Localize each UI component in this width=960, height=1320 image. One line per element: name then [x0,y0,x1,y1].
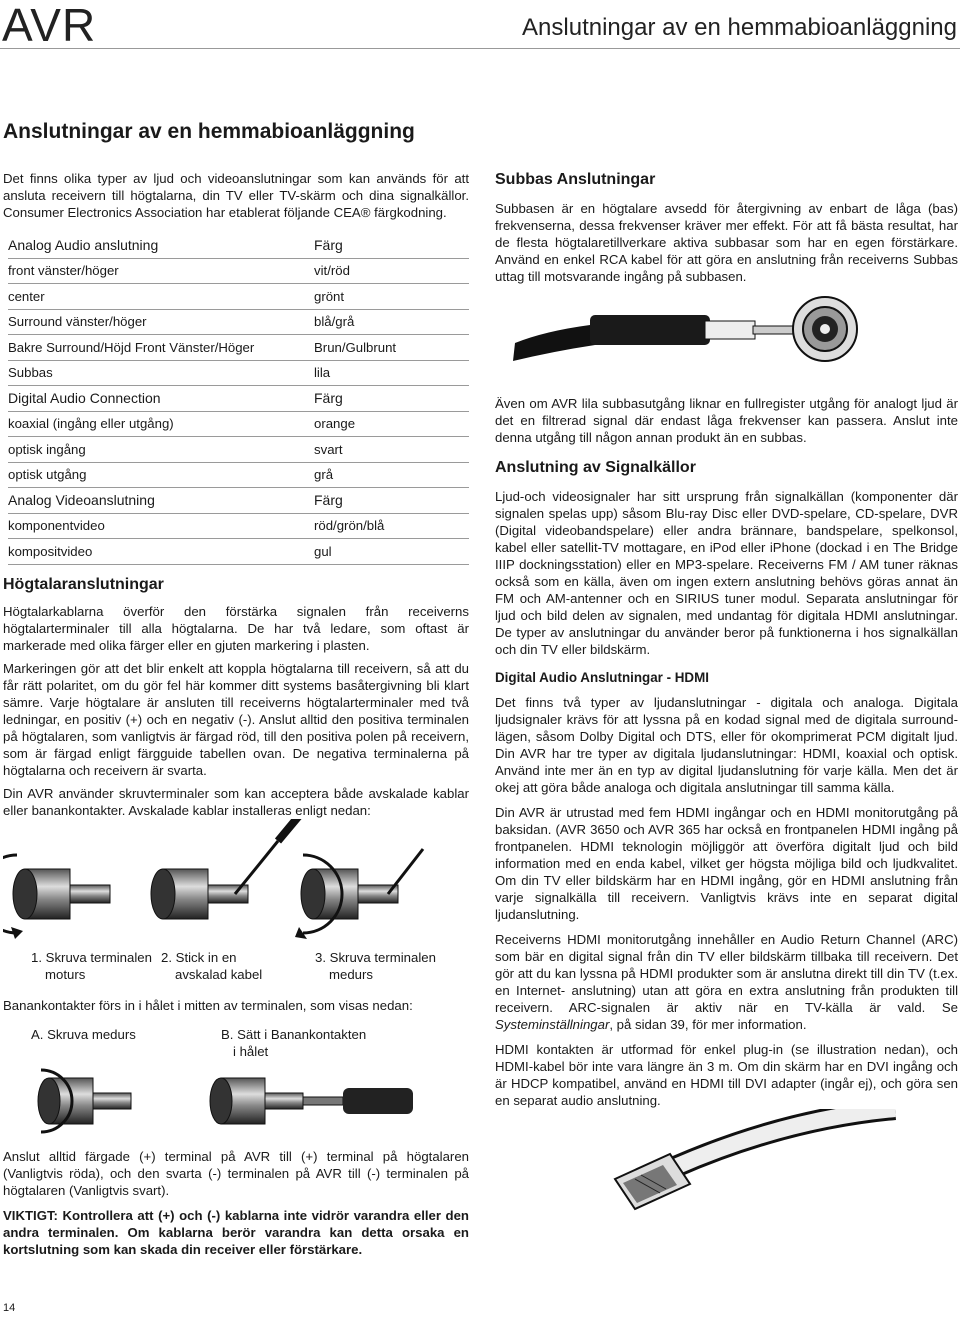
terminal-3-icon [295,849,423,939]
connection-type: Analog Videoanslutning [8,492,155,509]
color-table-header-row [8,386,469,412]
color-table-row [8,284,469,310]
step-1-label: 1. Skruva terminalen [31,949,152,965]
connection-color: blå/grå [314,314,355,330]
subbas-paragraph-1: Subbasen är en högtalare avsedd för återgivning av enbart de låga (bas) frekvenserna, dessa frekvenser kräver mer effekt. För att få bästa resultat, har de flesta högtalaretillverkare aktiva subbasar som har en egen förstärkare. Använd en enkel RCA kabel för att göra en anslutning från receiverns Subbas uttag till motsvarande ingång på subbasen. [495,201,958,284]
page-number: 14 [3,1302,16,1314]
connection-type: Digital Audio Connection [8,390,161,407]
rca-jack-icon [793,297,857,361]
connection-color: vit/röd [314,263,350,279]
intro-paragraph: Det finns olika typer av ljud och videoanslutningar som kan används för att ansluta receivern till högtalarna, din TV eller TV-skärm och dina signalkällor. Consumer Electronics Association har etablerat följande CEA® färgkodning. [3,171,469,220]
speaker-terminal-illustration [3,819,469,949]
hdmi-paragraph-4: HDMI kontakten är utformad för enkel plug-in (se illustration nedan), och HDMI-kabel bör inte vara längre än 3 m. Om din skärm har en DVI ingång och är HDCP kompatibel, använd en HDMI till DVI adapter (ingår ej), och göra sen en separat audio anslutning. [495,1042,958,1108]
step-1-sub: moturs [45,966,86,982]
connection-type: optisk ingång [8,441,86,457]
subbas-heading: Subbas Anslutningar [495,171,656,188]
terminal-1-icon [3,855,110,939]
hdmi-cable-illustration [495,1109,958,1229]
color-table-row [8,437,469,463]
terminal-2-icon [151,819,303,919]
color-table-row [8,335,469,361]
banana-paragraph: Banankontakter förs in i hålet i mitten av terminalen, som visas nedan: [3,997,413,1013]
connection-type: koaxial (ingång eller utgång) [8,416,174,432]
connection-color: grå [314,467,334,483]
step-3-label: 3. Skruva terminalen [315,949,436,965]
page-title: Anslutningar av en hemmabioanläggning [3,120,415,143]
banana-step-captions [3,1026,469,1066]
speakers-paragraph-3: Din AVR använder skruvterminaler som kan acceptera både avskalade kablar eller banankontakter. Avskalade kablar installeras enligt nedan: [3,785,469,818]
color-table-row [8,463,469,489]
cea-color-table [8,233,469,565]
connection-color: orange [314,416,356,432]
sources-paragraph-1: Ljud-och videosignaler har sitt ursprung från signalkällan (komponenter där signalen spelas upp) såsom Blu-ray Disc eller DVD-spelare, CD-spelare, DVR (Digital videobandspelare) eller andra brännare, bandspelare, spelkonsol, kabel eller satellit-TV mottagare, en iPod eller iPhone (dockad i en The Bridge IIIP dockningsstation) eller en MP3-spelare. Receiverns FM / AM tuner räknas också som en källa, även om ingen extern anslutning behövs göras annat än FM och AM-antenner och en SIRIUS tuner modul. Separata anslutningar för ljud och bild delen av signalen, med undantag för digitala HDMI anslutningar. De typer av anslutningar du använder beror på funktionerna i hos signalkällan och din TV eller bildskärm. [495,489,958,657]
terminal-b-icon [210,1078,413,1124]
connection-color: Färg [314,492,343,509]
connection-type: Subbas [8,365,53,381]
connection-color: Färg [314,390,343,407]
color-table-row [8,259,469,285]
right-column [495,170,958,1229]
speakers-heading: Högtalaranslutningar [3,575,164,593]
header-divider [0,48,960,49]
speakers-paragraph-2: Markeringen gör att det blir enkelt att koppla högtalarna till receivern, så att du får rätt polaritet, om du gör fel här kommer ditt systems basåtergivning bli klart sämre. Varje högtalare är ansluten till receiverns högtalarterminaler med två ledningar, en positiv (+) och en negativ (-). Anslut alltid den positiva terminalen på högtalaren, som vanligtvis är färgad röd, till den positiva polen på receivern, som är färgad enligt färgguide tabellen ovan. De negativa terminalerna på högtalarna och receivern är svarta. [3,660,469,778]
rca-cable-illustration [495,285,958,375]
step-b-sub: i hålet [233,1043,269,1059]
connection-color: svart [314,441,343,457]
step-a-label: A. Skruva medurs [31,1026,136,1042]
color-table-row [8,361,469,387]
warning-paragraph: VIKTIGT: Kontrollera att (+) och (-) kablarna inte vidrör varandra eller den andra terminalen. Om kablarna berör varandra kan detta orsaka en kortslutning som kan skada din receiver eller förstärkare. [3,1207,469,1257]
connection-type: komponentvideo [8,518,105,534]
color-table-row [8,412,469,438]
step-3-sub: medurs [329,966,373,982]
connection-color: röd/grön/blå [314,518,385,534]
connection-type: Surround vänster/höger [8,314,147,330]
left-column [3,170,469,1258]
color-table-row [8,310,469,336]
connection-type: center [8,288,45,304]
sources-heading: Anslutning av Signalkällor [495,459,696,476]
connection-color: gul [314,543,332,559]
terminal-step-captions [3,949,469,999]
connection-type: optisk utgång [8,467,87,483]
color-table-header-row [8,488,469,514]
connection-type: Analog Audio anslutning [8,237,159,254]
color-table-header-row [8,233,469,259]
connection-color: lila [314,365,331,381]
subbas-paragraph-2: Även om AVR lila subbasutgång liknar en fullregister utgång för analogt ljud är det en filtrerad signal där endast låga frekvenser kan passera. Anslut inte denna utgång till någon annan produkt än en subbas. [495,396,958,445]
step-2-sub: avskalad kabel [175,966,263,982]
speakers-paragraph-1: Högtalarkablarna överför den förstärka signalen från receiverns högtalarterminaler till alla högtalarna. De har två ledare, som oftast är markerade med olika färger eller en gjuten markering i plasten. [3,603,469,653]
connection-type: Bakre Surround/Höjd Front Vänster/Höger [8,339,255,355]
hdmi-paragraph-1: Det finns två typer av ljudanslutningar - digitala och analoga. Digitala ljudsignaler krävs för att lyssna på en kodad signal med de digitala surround-lägen, såsom Dolby Digital och DTS, eller för okomprimerat PCM digitalt ljud. Din AVR har tre typer av digitala ljudanslutningar: HDMI, koaxial och optisk. Använd inte mer än en typ av digital ljudanslutning för varje källa. Men det är okej att göra både analoga och digitala anslutningar till samma källa. [495,695,958,795]
step-b-label: B. Sätt i Banankontakten [221,1026,367,1042]
connection-type: front vänster/höger [8,263,119,279]
connection-color: grönt [314,288,345,304]
connection-type: kompositvideo [8,543,93,559]
hdmi-subheading: Digital Audio Anslutningar - HDMI [495,670,709,685]
step-2-label: 2. Stick in en [161,949,237,965]
hdmi-paragraph-3: Receiverns HDMI monitorutgång innehåller en Audio Return Channel (ARC) som bär en digital signal från din TV eller bildskärm tillbaka till receivern. Det gör att du kan lyssna på HDMI produkter som är anslutna direkt till din TV (t.ex. en Internet- anslutning) utan att göra en extra anslutning från produkten till receivern. ARC-signalen är aktiv när en TV-källa är vald. Se Systeminställningar, på sidan 39, för mer information. [495,932,958,1032]
terminal-a-icon [38,1070,131,1132]
connection-color: Färg [314,237,343,254]
connection-color: Brun/Gulbrunt [314,339,397,355]
hdmi-paragraph-2: Din AVR är utrustad med fem HDMI ingångar och en HDMI monitorutgång på baksidan. (AVR 3650 och AVR 365 har också en frontpanelen HDMI ingång på frontpanelen. HDMI teknologin möjliggör att överföra digitalt ljud och bild information med en enda kabel, vilket ger högsta möjliga bild och ljudkvalitet. Om din TV eller bildskärm har en HDMI ingång, gör en HDMI anslutning från varje signalkälla till receivern. Vanligtvis krävs inte en separat digital ljudanslutning. [495,805,958,922]
speakers-paragraph-4: Anslut alltid färgade (+) terminal på AVR till (+) terminal på högtalaren (Vanligtvis röda), och den svarta (-) terminalen på AVR till (-) terminalen på högtalaren (Vanligtvis svart). [3,1148,469,1198]
banana-plug-illustration [3,1066,469,1136]
color-table-row [8,514,469,540]
header-title: Anslutningar av en hemmabioanläggning [522,14,957,41]
color-table-row [8,539,469,565]
brand-logo: AVR [2,0,97,51]
